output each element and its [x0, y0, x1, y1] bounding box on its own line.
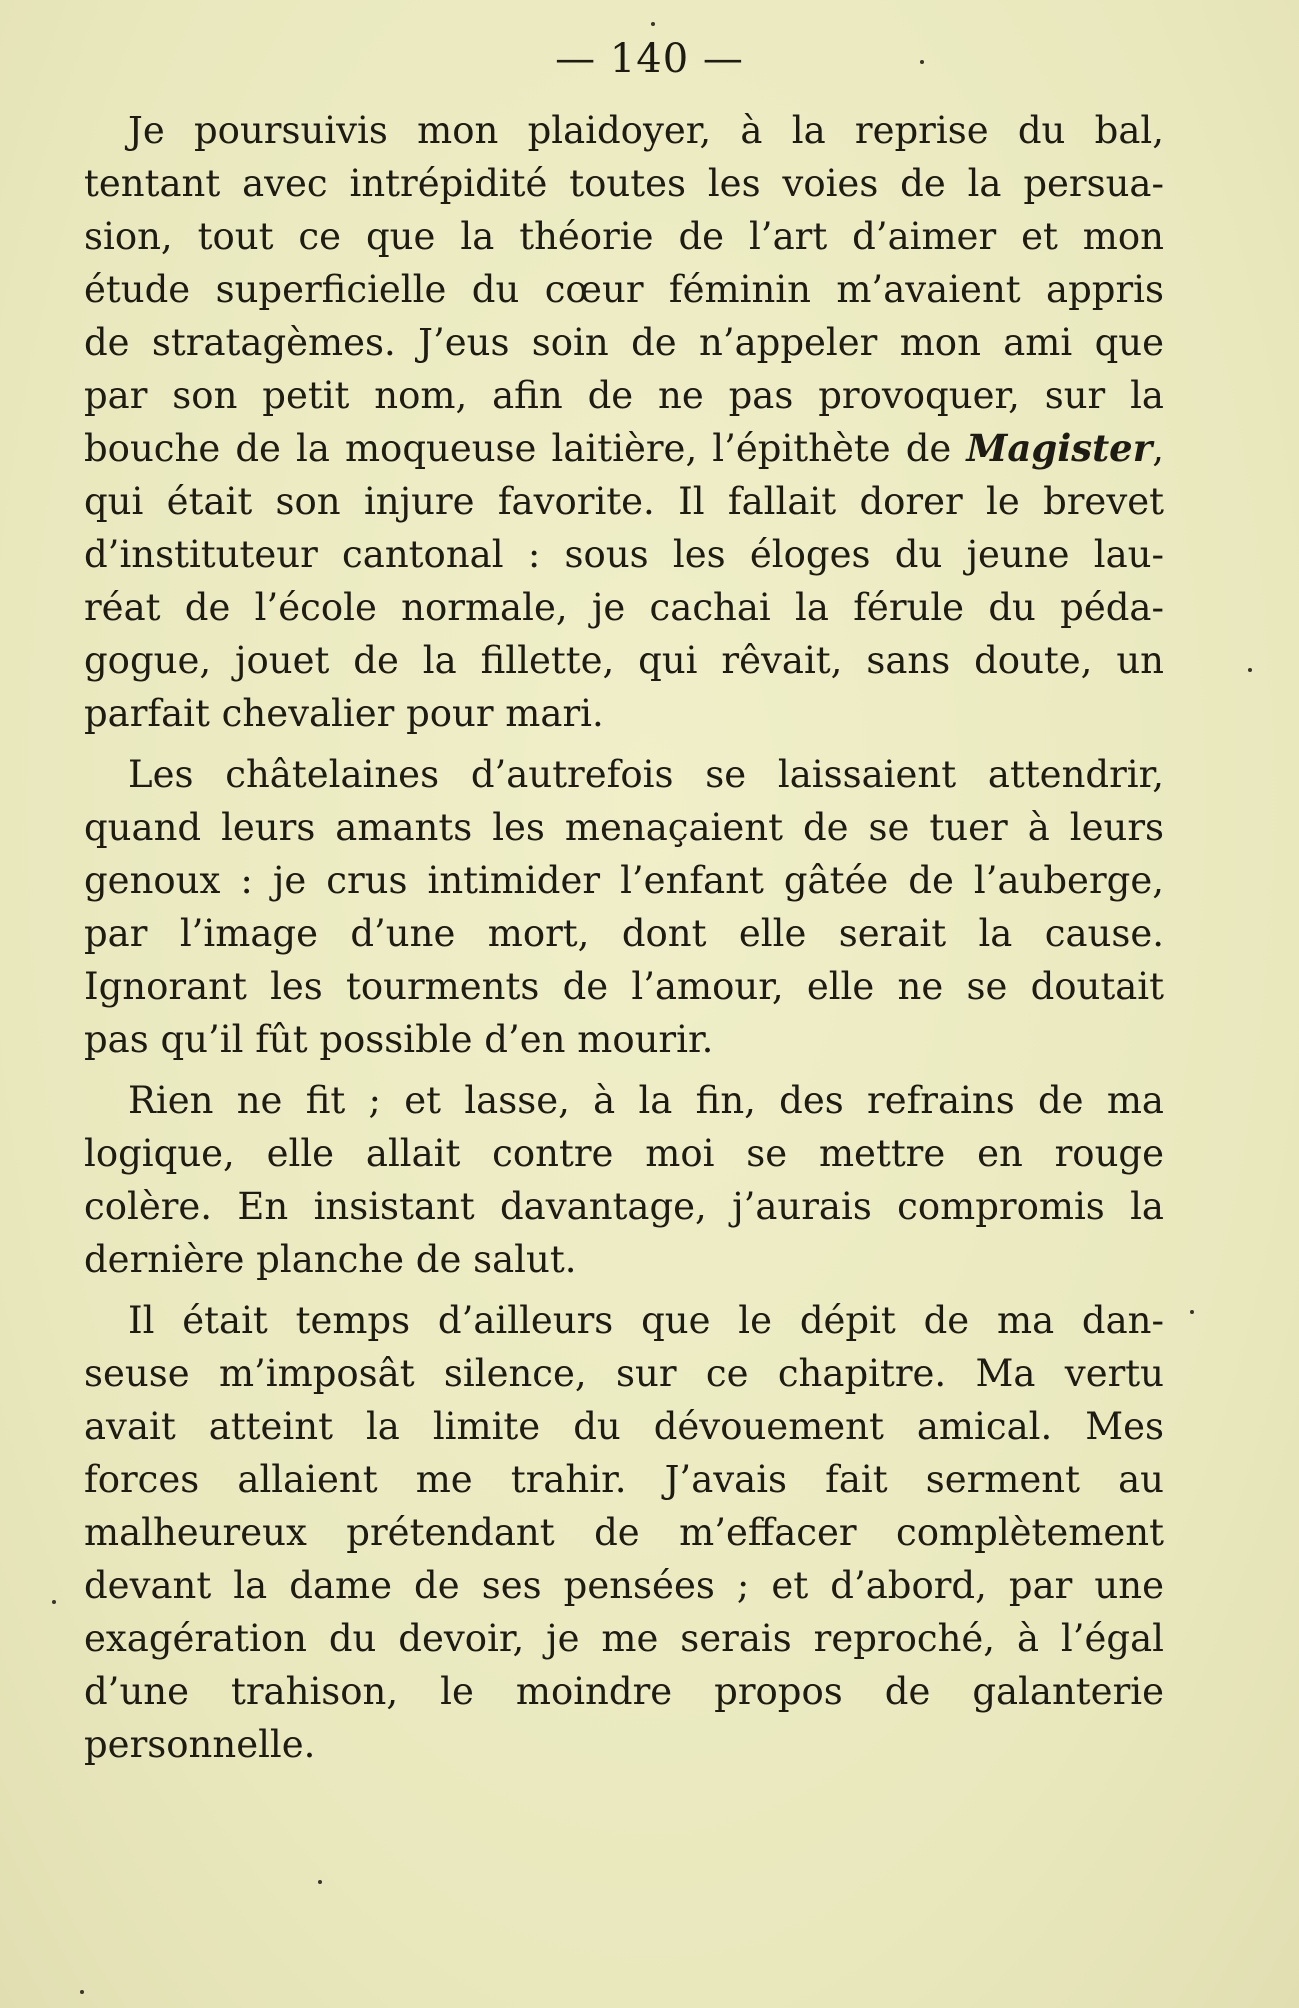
text-line: seuse m’imposât silence, sur ce chapitre. Ma vertu — [84, 1352, 1164, 1395]
paragraph-3 — [84, 1074, 1164, 1286]
text-line: malheureux prétendant de m’effacer complètement — [84, 1511, 1164, 1554]
text-fragment: bouche de la moqueuse laitière, l’épithète de — [84, 427, 967, 470]
text-line: avait atteint la limite du dévouement amical. Mes — [84, 1405, 1164, 1448]
paper-speck — [80, 1990, 84, 1994]
text-line: sion, tout ce que la théorie de l’art d’aimer et mon — [84, 215, 1164, 258]
text-line: Rien ne fit ; et lasse, à la fin, des refrains de ma — [128, 1079, 1164, 1122]
paragraph-4 — [84, 1294, 1164, 1771]
text-line: Les châtelaines d’autrefois se laissaient attendrir, — [128, 753, 1164, 796]
text-line: Ignorant les tourments de l’amour, elle ne se doutait — [84, 965, 1164, 1008]
text-line: dernière planche de salut. — [84, 1238, 577, 1281]
text-line: pas qu’il fût possible d’en mourir. — [84, 1018, 714, 1061]
text-line: forces allaient me trahir. J’avais fait serment au — [84, 1458, 1164, 1501]
text-line: gogue, jouet de la fillette, qui rêvait, sans doute, un — [84, 639, 1164, 682]
italic-word: Magister — [966, 426, 1153, 470]
paper-speck — [1190, 1310, 1194, 1314]
text-line: tentant avec intrépidité toutes les voies de la persua- — [84, 162, 1164, 205]
text-line: quand leurs amants les menaçaient de se tuer à leurs — [84, 806, 1164, 849]
text-line: qui était son injure favorite. Il fallait dorer le brevet — [84, 480, 1164, 523]
text-line: de stratagèmes. J’eus soin de n’appeler mon ami que — [84, 321, 1164, 364]
text-line: réat de l’école normale, je cachai la férule du péda- — [84, 586, 1164, 629]
text-line: Je poursuivis mon plaidoyer, à la reprise du bal, — [128, 109, 1164, 152]
paragraph-2 — [84, 748, 1164, 1066]
text-line: d’instituteur cantonal : sous les éloges du jeune lau- — [84, 533, 1164, 576]
text-line: logique, elle allait contre moi se mettre en rouge — [84, 1132, 1164, 1175]
text-line: exagération du devoir, je me serais reproché, à l’égal — [84, 1617, 1164, 1660]
text-line: étude superficielle du cœur féminin m’avaient appris — [84, 268, 1164, 311]
paper-speck — [318, 1880, 322, 1884]
text-fragment: , — [1152, 427, 1164, 470]
text-line: Il était temps d’ailleurs que le dépit de ma dan- — [128, 1299, 1164, 1342]
paper-speck — [1248, 668, 1252, 672]
text-line-with-italic — [84, 422, 1164, 475]
text-line: parfait chevalier pour mari. — [84, 692, 604, 735]
text-line: genoux : je crus intimider l’enfant gâtée de l’auberge, — [84, 859, 1164, 902]
text-line: par son petit nom, afin de ne pas provoquer, sur la — [84, 374, 1164, 417]
paper-speck — [651, 22, 655, 26]
page-number: — 140 — — [555, 36, 744, 82]
paragraph-1 — [84, 104, 1164, 740]
text-line: devant la dame de ses pensées ; et d’abord, par une — [84, 1564, 1164, 1607]
text-line: par l’image d’une mort, dont elle serait la cause. — [84, 912, 1164, 955]
text-line: colère. En insistant davantage, j’aurais compromis la — [84, 1185, 1164, 1228]
paper-speck — [52, 1600, 56, 1604]
text-line: d’une trahison, le moindre propos de galanterie — [84, 1670, 1164, 1713]
text-line: personnelle. — [84, 1723, 316, 1766]
paper-speck — [920, 60, 924, 64]
text-body — [84, 104, 1164, 1771]
